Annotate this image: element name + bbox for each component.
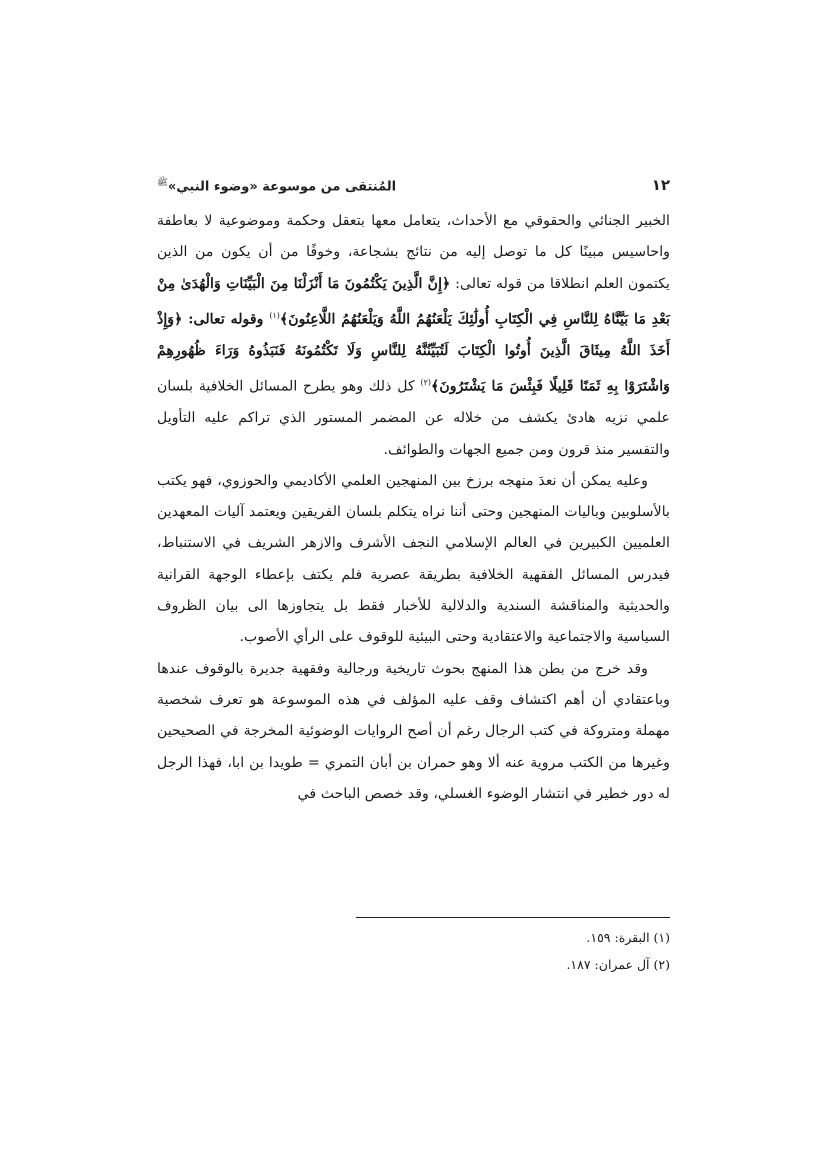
footnote-divider	[356, 917, 670, 918]
honorific-mark: ﷺ	[157, 178, 168, 188]
footnote-ref-2[interactable]: (٢)	[420, 378, 432, 388]
footnote-2: (٢) آل عمران: ١٨٧.	[566, 957, 670, 972]
page-content	[157, 176, 670, 810]
paragraph-1-text-b: وقوله تعالى:	[182, 311, 270, 328]
footnotes	[356, 924, 670, 978]
footnote-1: (١) البقرة: ١٥٩.	[586, 930, 670, 945]
quran-verse-2: ﴿وَإِذْ أَخَذَ اللَّهُ مِيثَاقَ الَّذِينَ أُوتُوا الْكِتَابَ لَتُبَيِّنُنَّهُ لِلنَّاسِ وَلَا تَكْتُمُونَهُ فَنَبَذُوهُ وَرَاءَ ظُهُورِهِمْ وَاشْتَرَوْا بِهِ ثَمَنًا قَلِيلًا فَبِئْسَ مَا يَشْتَرُونَ﴾	[157, 311, 670, 395]
paragraph-1-text-c: كل ذلك وهو يطرح المسائل الخلافية بلسان علمي نزيه هادئ يكشف من خلاله عن المضمر المستور الذي تراكم عليه التأويل والتفسير منذ قرون ومن جميع الجهات والطوائف.	[157, 378, 670, 458]
paragraph-1-text-a: الخبير الجنائي والحقوقي مع الأحداث، يتعامل معها بتعقل وحكمة وموضوعية لا بعاطفة واحاسيس مبينًا كل ما توصل إليه من نتائج بشجاعة، وخوفًا من أن يكون من الذين يكتمون العلم انطلاقا من قوله تعالى:	[157, 213, 671, 292]
paragraph-3: وقد خرج من بطن هذا المنهج بحوث تاريخية ورجالية وفقهية جديرة بالوقوف عندها وباعتقادي أن أهم اكتشاف وقف عليه المؤلف في هذه الموسوعة هو تعرف شخصية مهملة ومتروكة في كتب الرجال رغم أن أصح الروايات الوضوئية المخرجة في الصحيحين وغيرها من الكتب مروية عنه ألا وهو حمران بن أبان التمري = طويدا بن ابا، فهذا الرجل له دور خطير في انتشار الوضوء الغسلي، وقد خصص الباحث في	[157, 660, 670, 802]
body-text	[157, 206, 670, 810]
quran-verse-1: ﴿إِنَّ الَّذِينَ يَكْتُمُونَ مَا أَنْزَلْنَا مِنَ الْبَيِّنَاتِ وَالْهُدَىٰ مِنْ بَعْدِ مَا بَيَّنَّاهُ لِلنَّاسِ فِي الْكِتَابِ أُولَٰئِكَ يَلْعَنُهُمُ اللَّهُ وَيَلْعَنُهُمُ اللَّاعِنُونَ﴾	[157, 275, 671, 328]
footnote-ref-1[interactable]: (١)	[269, 310, 280, 320]
paragraph-2: وعليه يمكن أن نعدَ منهجه برزخ بين المنهجين العلمي الأكاديمي والحوزوي، فهو يكتب بالأسلوبين وباليات المنهجين وحتى أننا نراه يتكلم بلسان الفريقين ويعتمد آليات المعهدين العلميين الكبيرين في العالم الإسلامي النجف الأشرف والازهر الشريف في الاستنباط، فيدرس المسائل الفقهية الخلافية بطريقة عصرية فلم يكتف بإعطاء الوجهة القرانية والحديثية والمناقشة السندية والدلالية للأخبار فقط بل يتجاوزها الى بيان الظروف السياسية والاجتماعية والاعتقادية وحتى البيئية للوقوف على الرأي الأصوب.	[157, 472, 670, 646]
page-header	[157, 176, 670, 206]
page-number: ١٢	[651, 176, 670, 195]
running-title	[157, 176, 396, 194]
running-title-text: المُنتقى من موسوعة «وضوء النبي»	[167, 179, 397, 195]
paragraph-1	[157, 206, 670, 466]
